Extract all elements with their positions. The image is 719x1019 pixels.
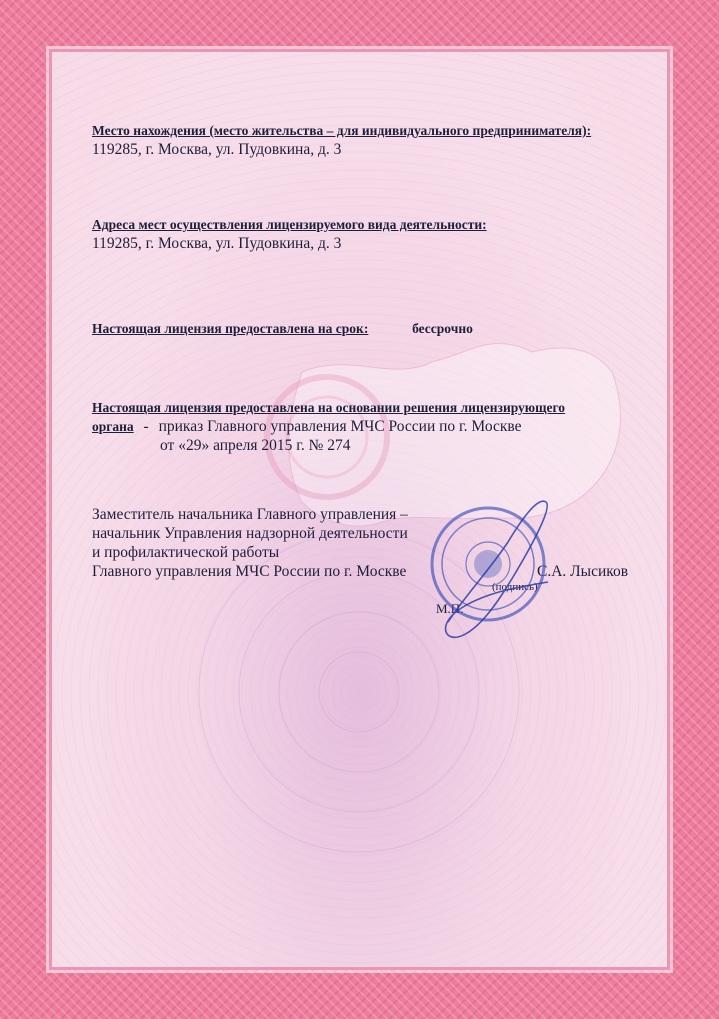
location-label: Место нахождения (место жительства – для индивидуального предпринимателя): [92, 123, 592, 138]
location-section [92, 121, 591, 159]
term-value: бессрочно [412, 321, 473, 336]
signatory-line3: и профилактической работы [92, 544, 280, 561]
official-seal-icon [428, 492, 556, 644]
basis-label-line2: органа [92, 419, 134, 434]
seal-caption: М.П. [436, 601, 464, 616]
term-section [92, 319, 473, 338]
signatory-line4: Главного управления МЧС России по г. Москве [92, 563, 407, 580]
basis-order-line1: приказ Главного управления МЧС России по г. Москве [158, 418, 522, 435]
activity-addresses-section [92, 215, 487, 253]
signatory-section [92, 505, 408, 581]
basis-section [92, 398, 565, 455]
location-value: 119285, г. Москва, ул. Пудовкина, д. 3 [92, 141, 342, 158]
signatory-line2: начальник Управления надзорной деятельности [92, 525, 408, 542]
basis-dash: - [143, 418, 149, 435]
activity-addresses-value: 119285, г. Москва, ул. Пудовкина, д. 3 [92, 235, 342, 252]
signatory-line1: Заместитель начальника Главного управления – [92, 506, 408, 523]
basis-label-line1: Настоящая лицензия предоставлена на основании решения лицензирующего [92, 400, 566, 415]
activity-addresses-label: Адреса мест осуществления лицензируемого вида деятельности: [92, 217, 487, 232]
signature-caption: (подпись) [492, 581, 538, 593]
basis-order-line2: от «29» апреля 2015 г. № 274 [160, 437, 351, 454]
signatory-name: С.А. Лысиков [537, 563, 629, 580]
term-label: Настоящая лицензия предоставлена на срок: [92, 321, 369, 336]
